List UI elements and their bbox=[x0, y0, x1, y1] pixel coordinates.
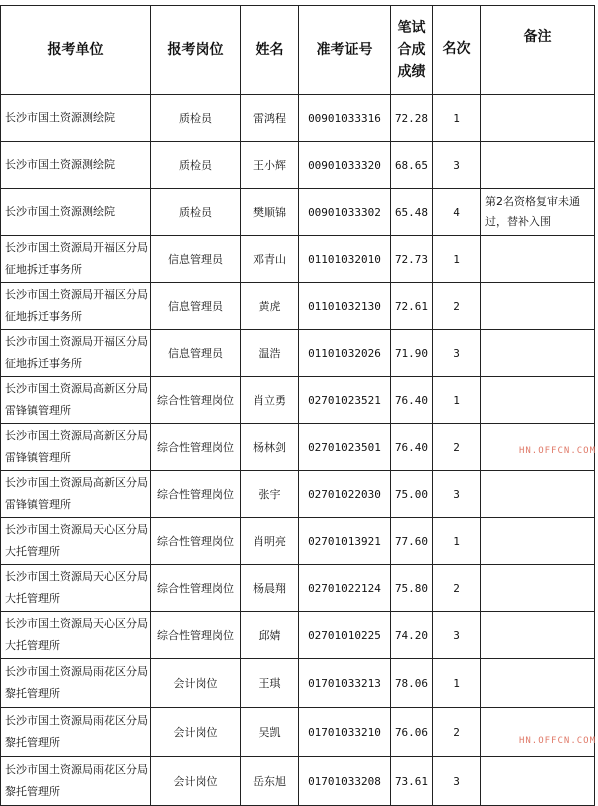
cell-name: 岳东旭 bbox=[241, 757, 299, 806]
cell-remark bbox=[481, 565, 595, 612]
table-row bbox=[1, 659, 595, 708]
cell-name: 邱婧 bbox=[241, 612, 299, 659]
cell-unit: 长沙市国土资源局天心区分局大托管理所 bbox=[1, 518, 151, 565]
cell-ticket: 01701033208 bbox=[299, 757, 391, 806]
cell-rank: 1 bbox=[433, 95, 481, 142]
cell-score: 65.48 bbox=[391, 189, 433, 236]
cell-rank: 3 bbox=[433, 471, 481, 518]
cell-rank: 1 bbox=[433, 518, 481, 565]
cell-remark bbox=[481, 283, 595, 330]
watermark-bottom: HN.OFFCN.COM bbox=[518, 736, 596, 746]
cell-name: 温浩 bbox=[241, 330, 299, 377]
table-row bbox=[1, 565, 595, 612]
cell-rank: 2 bbox=[433, 565, 481, 612]
cell-remark bbox=[481, 377, 595, 424]
cell-ticket: 01101032130 bbox=[299, 283, 391, 330]
cell-post: 综合性管理岗位 bbox=[151, 424, 241, 471]
cell-remark bbox=[481, 659, 595, 708]
cell-ticket: 02701013921 bbox=[299, 518, 391, 565]
cell-remark bbox=[481, 330, 595, 377]
cell-unit: 长沙市国土资源局雨花区分局黎托管理所 bbox=[1, 708, 151, 757]
header-name: 姓名 bbox=[241, 6, 299, 95]
cell-remark bbox=[481, 95, 595, 142]
cell-remark bbox=[481, 708, 595, 757]
cell-post: 质检员 bbox=[151, 189, 241, 236]
cell-score: 75.00 bbox=[391, 471, 433, 518]
cell-name: 黄虎 bbox=[241, 283, 299, 330]
cell-unit: 长沙市国土资源局开福区分局征地拆迁事务所 bbox=[1, 330, 151, 377]
cell-score: 74.20 bbox=[391, 612, 433, 659]
cell-post: 综合性管理岗位 bbox=[151, 565, 241, 612]
cell-unit: 长沙市国土资源局开福区分局征地拆迁事务所 bbox=[1, 236, 151, 283]
cell-post: 综合性管理岗位 bbox=[151, 377, 241, 424]
cell-unit: 长沙市国土资源局雨花区分局黎托管理所 bbox=[1, 757, 151, 806]
cell-unit: 长沙市国土资源测绘院 bbox=[1, 95, 151, 142]
cell-rank: 3 bbox=[433, 142, 481, 189]
cell-name: 张宇 bbox=[241, 471, 299, 518]
cell-ticket: 01701033213 bbox=[299, 659, 391, 708]
cell-post: 综合性管理岗位 bbox=[151, 471, 241, 518]
cell-remark bbox=[481, 518, 595, 565]
watermark-top: HN.OFFCN.COM bbox=[518, 446, 596, 456]
table-row bbox=[1, 518, 595, 565]
cell-rank: 1 bbox=[433, 377, 481, 424]
cell-ticket: 02701023521 bbox=[299, 377, 391, 424]
table-row bbox=[1, 330, 595, 377]
cell-score: 72.73 bbox=[391, 236, 433, 283]
cell-rank: 1 bbox=[433, 659, 481, 708]
cell-ticket: 01101032026 bbox=[299, 330, 391, 377]
cell-post: 质检员 bbox=[151, 142, 241, 189]
cell-name: 王琪 bbox=[241, 659, 299, 708]
header-remark: 备注 bbox=[481, 6, 595, 95]
cell-post: 会计岗位 bbox=[151, 708, 241, 757]
cell-unit: 长沙市国土资源测绘院 bbox=[1, 189, 151, 236]
cell-score: 76.06 bbox=[391, 708, 433, 757]
cell-ticket: 01101032010 bbox=[299, 236, 391, 283]
table-row bbox=[1, 95, 595, 142]
cell-name: 樊顺锦 bbox=[241, 189, 299, 236]
header-ticket: 准考证号 bbox=[299, 6, 391, 95]
cell-ticket: 02701023501 bbox=[299, 424, 391, 471]
table-row bbox=[1, 471, 595, 518]
cell-rank: 2 bbox=[433, 708, 481, 757]
cell-rank: 2 bbox=[433, 424, 481, 471]
table-row bbox=[1, 757, 595, 806]
cell-name: 邓青山 bbox=[241, 236, 299, 283]
cell-ticket: 02701022030 bbox=[299, 471, 391, 518]
cell-post: 质检员 bbox=[151, 95, 241, 142]
cell-unit: 长沙市国土资源局高新区分局雷锋镇管理所 bbox=[1, 377, 151, 424]
cell-post: 信息管理员 bbox=[151, 283, 241, 330]
cell-post: 信息管理员 bbox=[151, 330, 241, 377]
cell-remark bbox=[481, 236, 595, 283]
header-post: 报考岗位 bbox=[151, 6, 241, 95]
cell-name: 杨林剑 bbox=[241, 424, 299, 471]
cell-unit: 长沙市国土资源局高新区分局雷锋镇管理所 bbox=[1, 471, 151, 518]
cell-post: 综合性管理岗位 bbox=[151, 518, 241, 565]
cell-rank: 4 bbox=[433, 189, 481, 236]
cell-post: 会计岗位 bbox=[151, 659, 241, 708]
cell-score: 73.61 bbox=[391, 757, 433, 806]
cell-unit: 长沙市国土资源局天心区分局大托管理所 bbox=[1, 612, 151, 659]
cell-rank: 1 bbox=[433, 236, 481, 283]
table-row bbox=[1, 612, 595, 659]
cell-unit: 长沙市国土资源局天心区分局大托管理所 bbox=[1, 565, 151, 612]
header-rank: 名次 bbox=[433, 6, 481, 95]
cell-score: 72.61 bbox=[391, 283, 433, 330]
cell-name: 王小辉 bbox=[241, 142, 299, 189]
cell-ticket: 00901033316 bbox=[299, 95, 391, 142]
cell-remark: 第2名资格复审未通过，替补入围 bbox=[481, 189, 595, 236]
cell-remark bbox=[481, 757, 595, 806]
table-row bbox=[1, 142, 595, 189]
header-score: 笔试合成成绩 bbox=[391, 6, 433, 95]
cell-score: 76.40 bbox=[391, 424, 433, 471]
cell-name: 吴凯 bbox=[241, 708, 299, 757]
cell-score: 72.28 bbox=[391, 95, 433, 142]
cell-rank: 3 bbox=[433, 612, 481, 659]
cell-score: 75.80 bbox=[391, 565, 433, 612]
cell-name: 杨晨翔 bbox=[241, 565, 299, 612]
cell-score: 77.60 bbox=[391, 518, 433, 565]
cell-ticket: 01701033210 bbox=[299, 708, 391, 757]
cell-name: 肖立勇 bbox=[241, 377, 299, 424]
table-row bbox=[1, 189, 595, 236]
cell-remark bbox=[481, 142, 595, 189]
cell-remark bbox=[481, 471, 595, 518]
cell-ticket: 00901033320 bbox=[299, 142, 391, 189]
cell-rank: 3 bbox=[433, 330, 481, 377]
table-row bbox=[1, 424, 595, 471]
cell-score: 76.40 bbox=[391, 377, 433, 424]
table-row bbox=[1, 236, 595, 283]
cell-score: 78.06 bbox=[391, 659, 433, 708]
table-row bbox=[1, 283, 595, 330]
cell-rank: 2 bbox=[433, 283, 481, 330]
cell-ticket: 00901033302 bbox=[299, 189, 391, 236]
cell-score: 68.65 bbox=[391, 142, 433, 189]
table-row bbox=[1, 708, 595, 757]
cell-name: 雷鸿程 bbox=[241, 95, 299, 142]
cell-post: 会计岗位 bbox=[151, 757, 241, 806]
header-row bbox=[1, 6, 595, 95]
table-row bbox=[1, 377, 595, 424]
cell-post: 综合性管理岗位 bbox=[151, 612, 241, 659]
cell-ticket: 02701010225 bbox=[299, 612, 391, 659]
results-table bbox=[0, 5, 595, 806]
cell-unit: 长沙市国土资源局开福区分局征地拆迁事务所 bbox=[1, 283, 151, 330]
cell-post: 信息管理员 bbox=[151, 236, 241, 283]
cell-unit: 长沙市国土资源测绘院 bbox=[1, 142, 151, 189]
cell-unit: 长沙市国土资源局雨花区分局黎托管理所 bbox=[1, 659, 151, 708]
cell-name: 肖明亮 bbox=[241, 518, 299, 565]
cell-score: 71.90 bbox=[391, 330, 433, 377]
header-unit: 报考单位 bbox=[1, 6, 151, 95]
cell-ticket: 02701022124 bbox=[299, 565, 391, 612]
cell-unit: 长沙市国土资源局高新区分局雷锋镇管理所 bbox=[1, 424, 151, 471]
cell-rank: 3 bbox=[433, 757, 481, 806]
cell-remark bbox=[481, 612, 595, 659]
